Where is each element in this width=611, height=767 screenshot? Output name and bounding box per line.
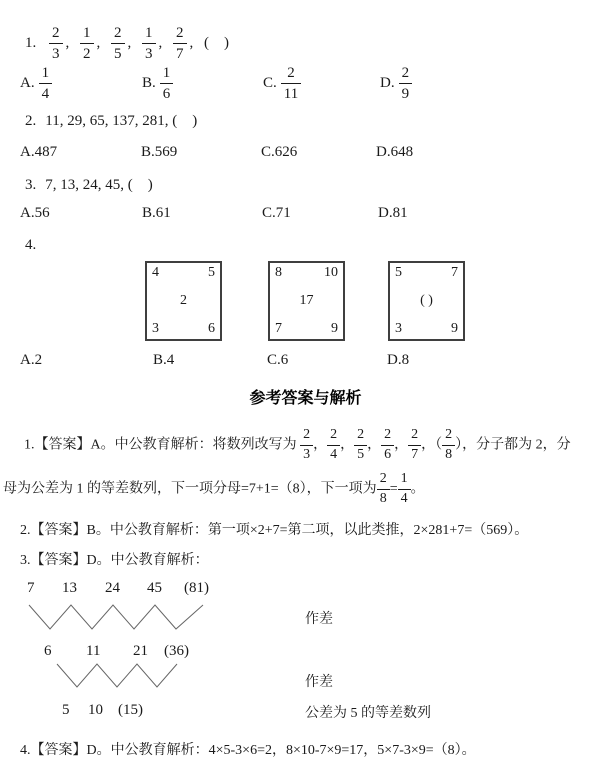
close-paren: ） <box>455 437 463 453</box>
number-square-2 <box>268 261 345 341</box>
square-top-right: 7 <box>451 265 458 280</box>
square-top-left: 4 <box>152 265 159 280</box>
separator: , <box>158 34 163 51</box>
fraction <box>142 24 156 63</box>
diagram-step-label: 作差 <box>305 612 333 627</box>
diagram-row3-value: 5 <box>62 702 70 718</box>
q4-option-b: B.4 <box>153 352 175 368</box>
fraction <box>327 427 340 464</box>
fraction-numerator: 2 <box>173 24 187 44</box>
fraction-denominator: 2 <box>83 46 91 62</box>
separator: ， <box>340 437 355 453</box>
square-bottom-right: 9 <box>331 321 338 336</box>
fraction-denominator: 6 <box>162 86 171 102</box>
fraction <box>300 427 313 464</box>
diagram-row2-answer: (36) <box>164 643 189 659</box>
fraction-numerator: 2 <box>354 427 367 446</box>
square-top-left: 5 <box>395 265 402 280</box>
equals-sign: = <box>389 481 398 497</box>
number-square-1 <box>145 261 222 341</box>
square-bottom-right: 6 <box>208 321 215 336</box>
q1-option-b <box>142 64 173 103</box>
fraction-denominator: 8 <box>445 446 453 462</box>
difference-zigzag-1 <box>25 601 210 633</box>
diagram-row1-value: 45 <box>147 580 162 596</box>
diagram-row2-value: 21 <box>133 643 148 659</box>
fraction-numerator: 1 <box>398 471 411 490</box>
q4-option-d: D.8 <box>387 352 410 368</box>
diagram-row1-value: 24 <box>105 580 120 596</box>
answer-1-text-1: 1.【答案】A。中公教育解析：将数列改写为 <box>24 437 297 453</box>
square-bottom-left: 3 <box>152 321 159 336</box>
answer-1-text-2: ，分子都为 2，分 <box>462 437 571 453</box>
fraction <box>160 64 174 103</box>
diagram-row2-value: 11 <box>86 643 101 659</box>
fraction <box>354 427 367 464</box>
q4-option-a: A.2 <box>20 352 43 368</box>
fraction-numerator: 2 <box>408 427 421 446</box>
fraction <box>398 471 411 508</box>
answer-1-text-3: 母为公差为 1 的等差数列，下一项分母=7+1=（8），下一项为 <box>3 481 377 497</box>
separator: , <box>189 34 194 51</box>
q1-option-d <box>380 64 412 103</box>
fraction-denominator: 3 <box>145 46 153 62</box>
answer-1-line-2 <box>3 471 425 508</box>
question-1-number: 1. <box>25 34 37 51</box>
q1-option-a <box>20 64 52 103</box>
q3-option-b: B.61 <box>142 205 171 221</box>
q3-option-c: C.71 <box>262 205 291 221</box>
diagram-row2-value: 6 <box>44 643 52 659</box>
diagram-row3-value: 10 <box>88 702 103 718</box>
q2-option-c: C.626 <box>261 144 298 160</box>
answers-heading: 参考答案与解析 <box>249 390 362 407</box>
fraction-numerator: 1 <box>39 64 53 84</box>
fraction-numerator: 2 <box>399 64 413 84</box>
q2-option-a: A.487 <box>20 144 58 160</box>
number-square-3 <box>388 261 465 341</box>
separator: , <box>65 34 70 51</box>
square-bottom-right: 9 <box>451 321 458 336</box>
answer-1-line-1 <box>24 427 571 464</box>
fraction-denominator: 9 <box>401 86 410 102</box>
fraction-numerator: 1 <box>80 24 94 44</box>
diagram-row1-answer: (81) <box>184 580 209 596</box>
fraction-denominator: 7 <box>176 46 184 62</box>
fraction-denominator: 6 <box>384 446 392 462</box>
question-4-number: 4. <box>25 237 37 253</box>
option-label: C. <box>263 74 277 91</box>
fraction <box>408 427 421 464</box>
fraction <box>377 471 390 508</box>
answer-3-head: 3.【答案】D。中公教育解析： <box>20 553 209 568</box>
question-2-number: 2. <box>25 113 37 129</box>
q4-option-c: C.6 <box>267 352 289 368</box>
fraction-denominator: 7 <box>411 446 419 462</box>
separator: , <box>96 34 101 51</box>
fraction-numerator: 2 <box>300 427 313 446</box>
fraction <box>80 24 94 63</box>
diagram-row3-answer: (15) <box>118 702 143 718</box>
fraction-denominator: 4 <box>400 490 408 506</box>
diagram-conclusion-label: 公差为 5 的等差数列 <box>305 706 431 721</box>
fraction-numerator: 2 <box>381 427 394 446</box>
question-3-sequence: 7, 13, 24, 45, ( ) <box>45 177 153 193</box>
difference-zigzag-2 <box>25 661 185 691</box>
fraction <box>111 24 125 63</box>
option-label: B. <box>142 74 156 91</box>
square-center-blank: ( ) <box>420 293 433 308</box>
open-paren: （ <box>435 437 443 453</box>
fraction <box>39 64 53 103</box>
fraction-numerator: 1 <box>160 64 174 84</box>
separator: ， <box>394 437 409 453</box>
q1-option-c <box>263 64 301 103</box>
square-top-left: 8 <box>275 265 282 280</box>
fraction <box>49 24 63 63</box>
square-top-right: 10 <box>324 265 338 280</box>
question-2-sequence: 11, 29, 65, 137, 281, ( ) <box>45 113 198 129</box>
q2-option-b: B.569 <box>141 144 178 160</box>
question-3 <box>25 177 153 194</box>
period: 。 <box>410 481 425 497</box>
fraction-denominator: 3 <box>303 446 311 462</box>
separator: ， <box>421 437 436 453</box>
fraction-numerator: 1 <box>142 24 156 44</box>
answer-4: 4.【答案】D。中公教育解析：4×5-3×6=2，8×10-7×9=17，5×7-3×9=（8）。 <box>20 743 476 758</box>
square-center: 17 <box>299 293 314 308</box>
separator: ， <box>313 437 328 453</box>
fraction-denominator: 3 <box>52 46 60 62</box>
square-top-right: 5 <box>208 265 215 280</box>
q3-option-d: D.81 <box>378 205 408 221</box>
answer-2: 2.【答案】B。中公教育解析：第一项×2+7=第二项，以此类推，2×281+7=（569）。 <box>20 523 529 538</box>
fraction-numerator: 2 <box>327 427 340 446</box>
fraction-numerator: 2 <box>442 427 455 446</box>
diagram-step-label: 作差 <box>305 675 333 690</box>
square-center: 2 <box>180 293 187 308</box>
fraction-numerator: 2 <box>281 64 301 84</box>
fraction-denominator: 4 <box>330 446 338 462</box>
separator: ， <box>367 437 382 453</box>
fraction <box>173 24 187 63</box>
fraction-denominator: 11 <box>283 86 299 102</box>
fraction-numerator: 2 <box>49 24 63 44</box>
fraction-denominator: 5 <box>114 46 122 62</box>
fraction-denominator: 8 <box>379 490 387 506</box>
question-1 <box>25 24 229 63</box>
diagram-row1-value: 13 <box>62 580 77 596</box>
fraction <box>281 64 301 103</box>
option-label: D. <box>380 74 395 91</box>
fraction <box>399 64 413 103</box>
q2-option-d: D.648 <box>376 144 414 160</box>
fraction-numerator: 2 <box>377 471 390 490</box>
q3-option-a: A.56 <box>20 205 50 221</box>
fraction-numerator: 2 <box>111 24 125 44</box>
question-2 <box>25 113 197 130</box>
diagram-row1-value: 7 <box>27 580 35 596</box>
square-bottom-left: 3 <box>395 321 402 336</box>
square-bottom-left: 7 <box>275 321 282 336</box>
answer-blank: ( ) <box>204 34 229 51</box>
fraction-answer <box>442 427 455 464</box>
option-label: A. <box>20 74 35 91</box>
fraction-denominator: 5 <box>357 446 365 462</box>
question-3-number: 3. <box>25 177 37 193</box>
fraction <box>381 427 394 464</box>
separator: , <box>127 34 132 51</box>
fraction-denominator: 4 <box>41 86 50 102</box>
